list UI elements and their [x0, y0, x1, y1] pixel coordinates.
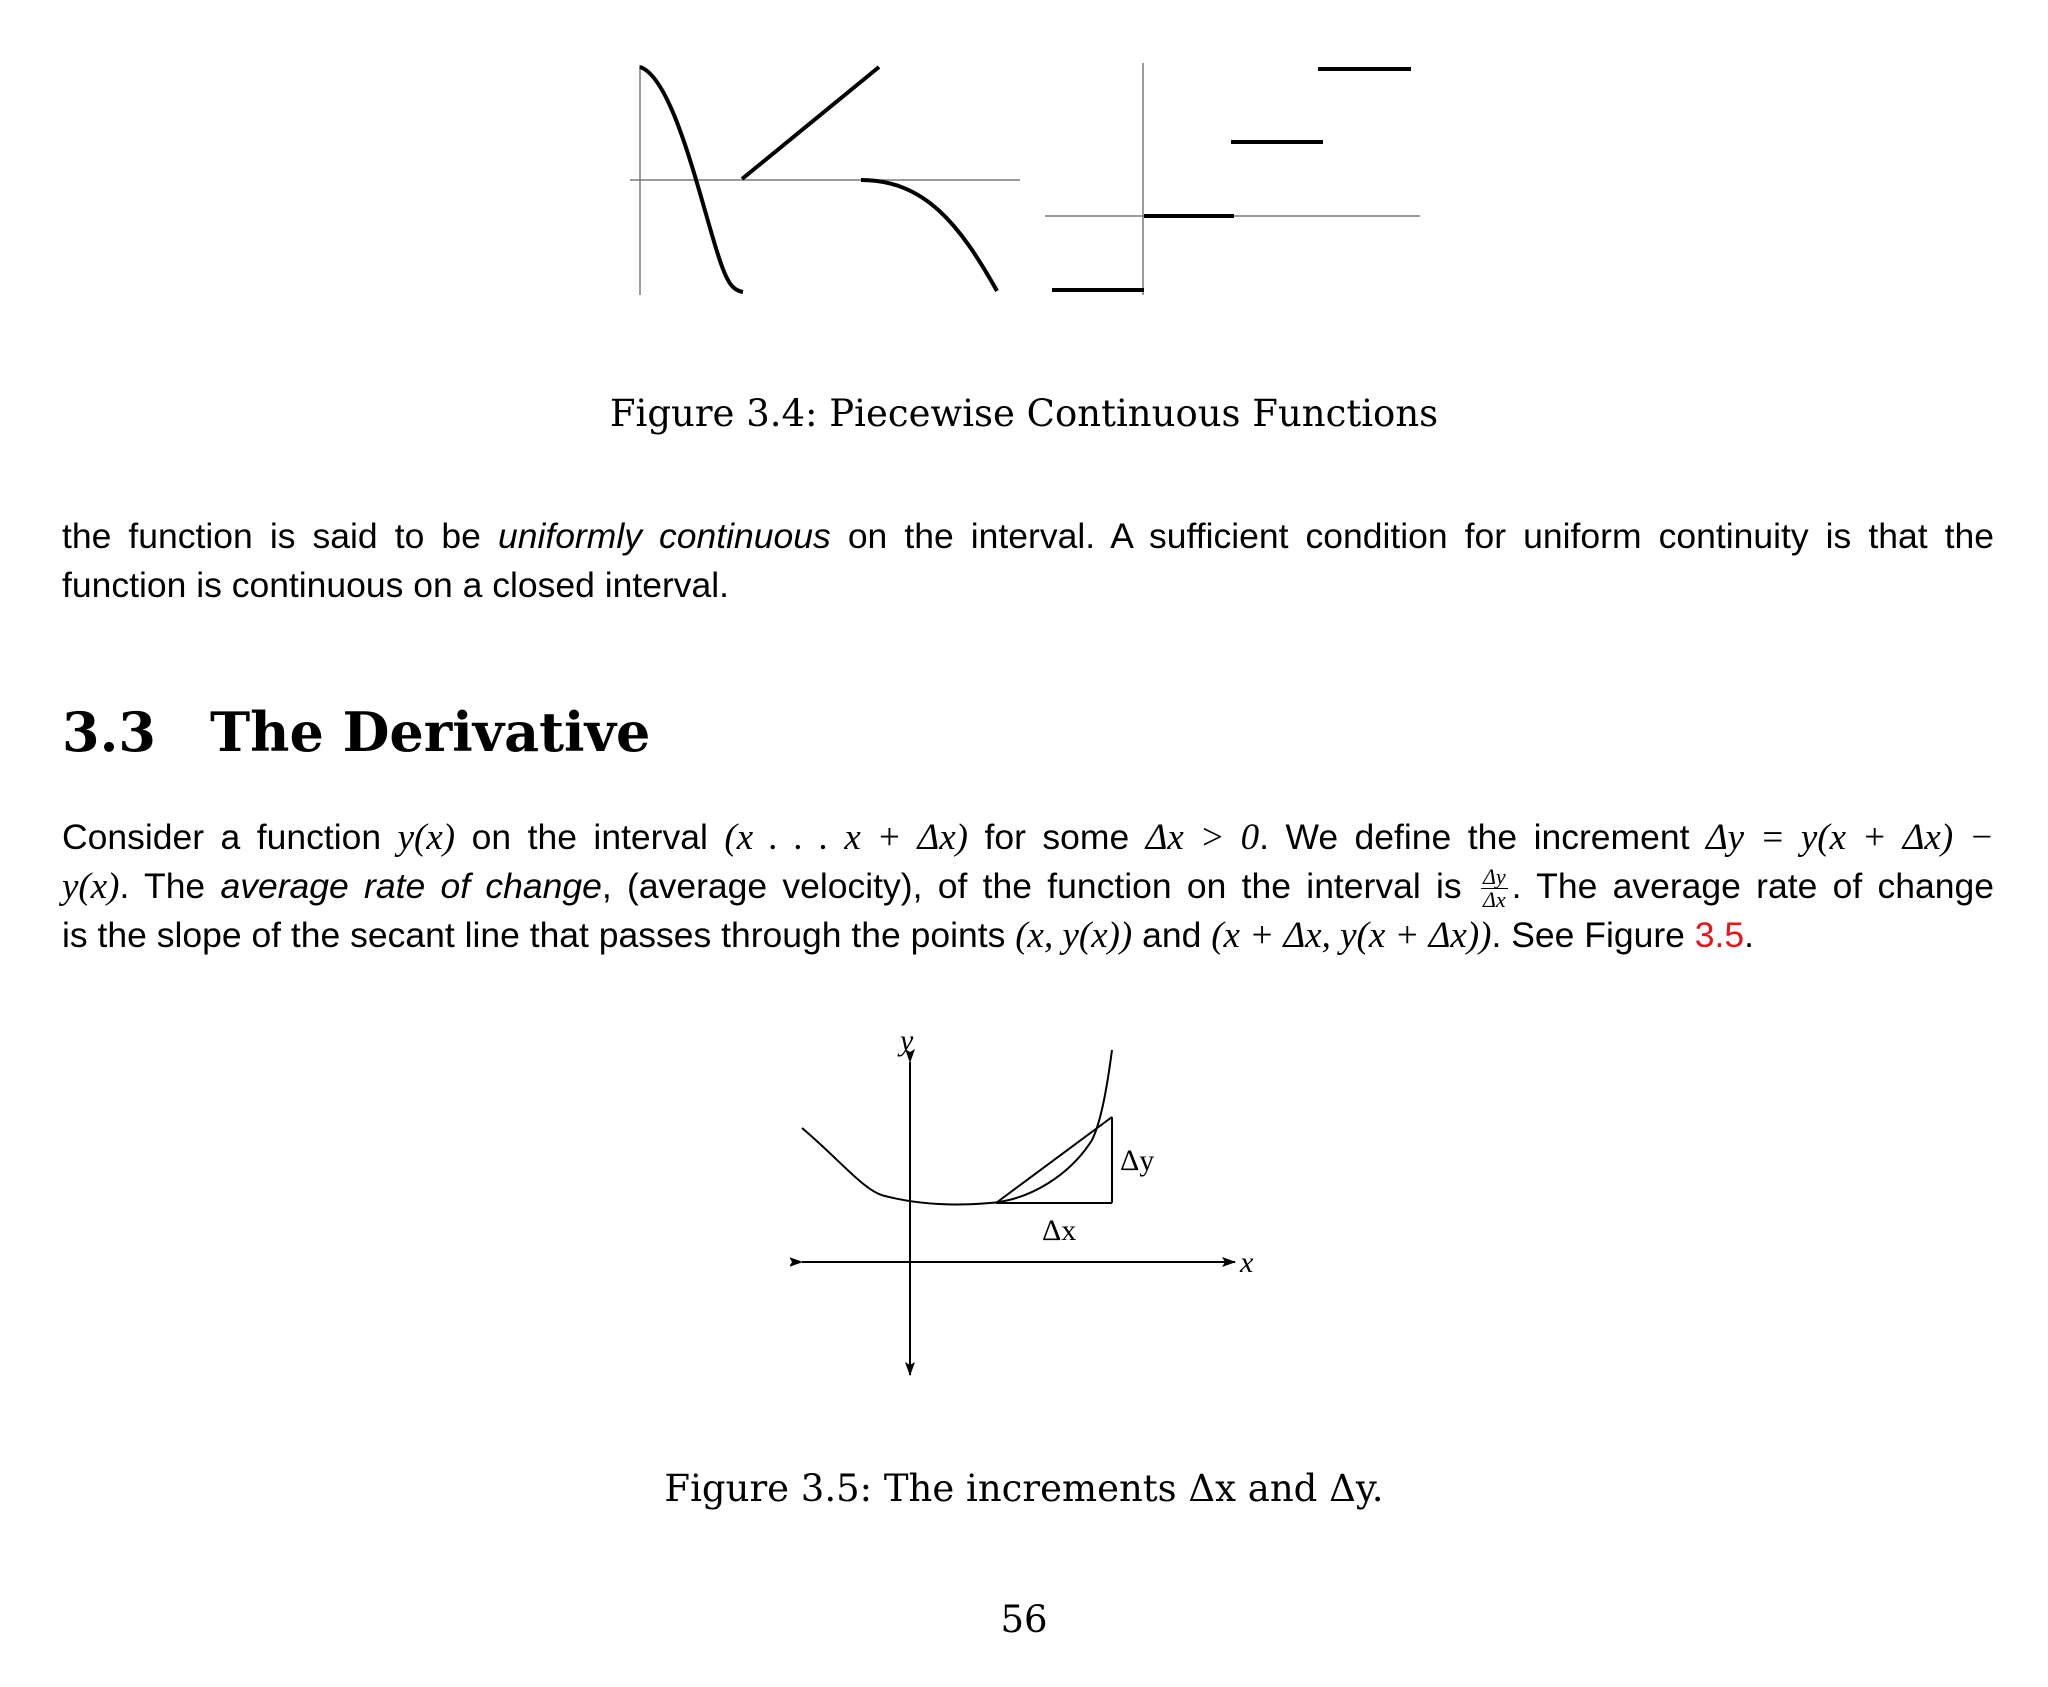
math-expression: y(x): [397, 817, 456, 858]
math-expression: (x + Δx, y(x + Δx)): [1211, 915, 1492, 956]
term-uniformly-continuous: uniformly continuous: [497, 516, 831, 556]
function-curve: [802, 1050, 1112, 1205]
section-title: The Derivative: [210, 700, 651, 764]
paragraph-line: Consider a function y(x) on the interval (x . . . x + Δx) for some Δx > 0. We define the increment Δy = y(x + Δx) −: [62, 817, 1995, 858]
secant-line: [996, 1117, 1112, 1203]
paragraph-line: y(x). The average rate of change, (average velocity), of the function on the interval is $\frac{\Delta y}{\Delta x}$ . The average rate of change: [62, 864, 1994, 913]
math-expression: Δy = y(x + Δx) −: [1705, 817, 1995, 858]
left-panel-concave-curve: [861, 180, 997, 291]
paragraph-line: function is continuous on a closed interval.: [62, 565, 730, 605]
figure-3-4-caption: Figure 3.4: Piecewise Continuous Functions: [609, 392, 1439, 435]
math-expression: y(x): [62, 866, 120, 907]
delta-x-label: Δx: [1042, 1214, 1077, 1247]
delta-y-label: Δy: [1120, 1144, 1155, 1177]
y-axis-label: y: [900, 1024, 914, 1057]
math-expression: Δx > 0: [1145, 817, 1260, 858]
left-panel-linear-piece: [742, 67, 879, 179]
fraction-dy-over-dx: $\frac{\Delta y}{\Delta x}$: [1482, 864, 1506, 913]
paragraph-derivative-intro: [62, 813, 1994, 960]
figure-3-5-caption: Figure 3.5: The increments Δx and Δy.: [664, 1467, 1384, 1510]
figure-reference-link[interactable]: 3.5: [1694, 915, 1745, 955]
paragraph-line: is the slope of the secant line that passes through the points (x, y(x)) and (x + Δx, y(x + Δx)). See Figure 3.5.: [62, 915, 1754, 956]
paragraph-line: the function is said to be uniformly continuous on the interval. A sufficient condition for uniform continuity is that the: [62, 516, 1994, 556]
section-number: 3.3: [62, 700, 156, 764]
figure-3-4: [625, 55, 1425, 305]
page-number: 56: [1000, 1598, 1048, 1641]
paragraph-uniform-continuity: [62, 512, 1994, 610]
math-expression: (x, y(x)): [1015, 915, 1133, 956]
section-heading: [62, 700, 650, 764]
term-average-rate-of-change: average rate of change: [220, 866, 602, 906]
x-axis-label: x: [1240, 1246, 1254, 1279]
math-expression: (x . . . x + Δx): [724, 817, 968, 858]
figure-3-5: [790, 1010, 1290, 1385]
